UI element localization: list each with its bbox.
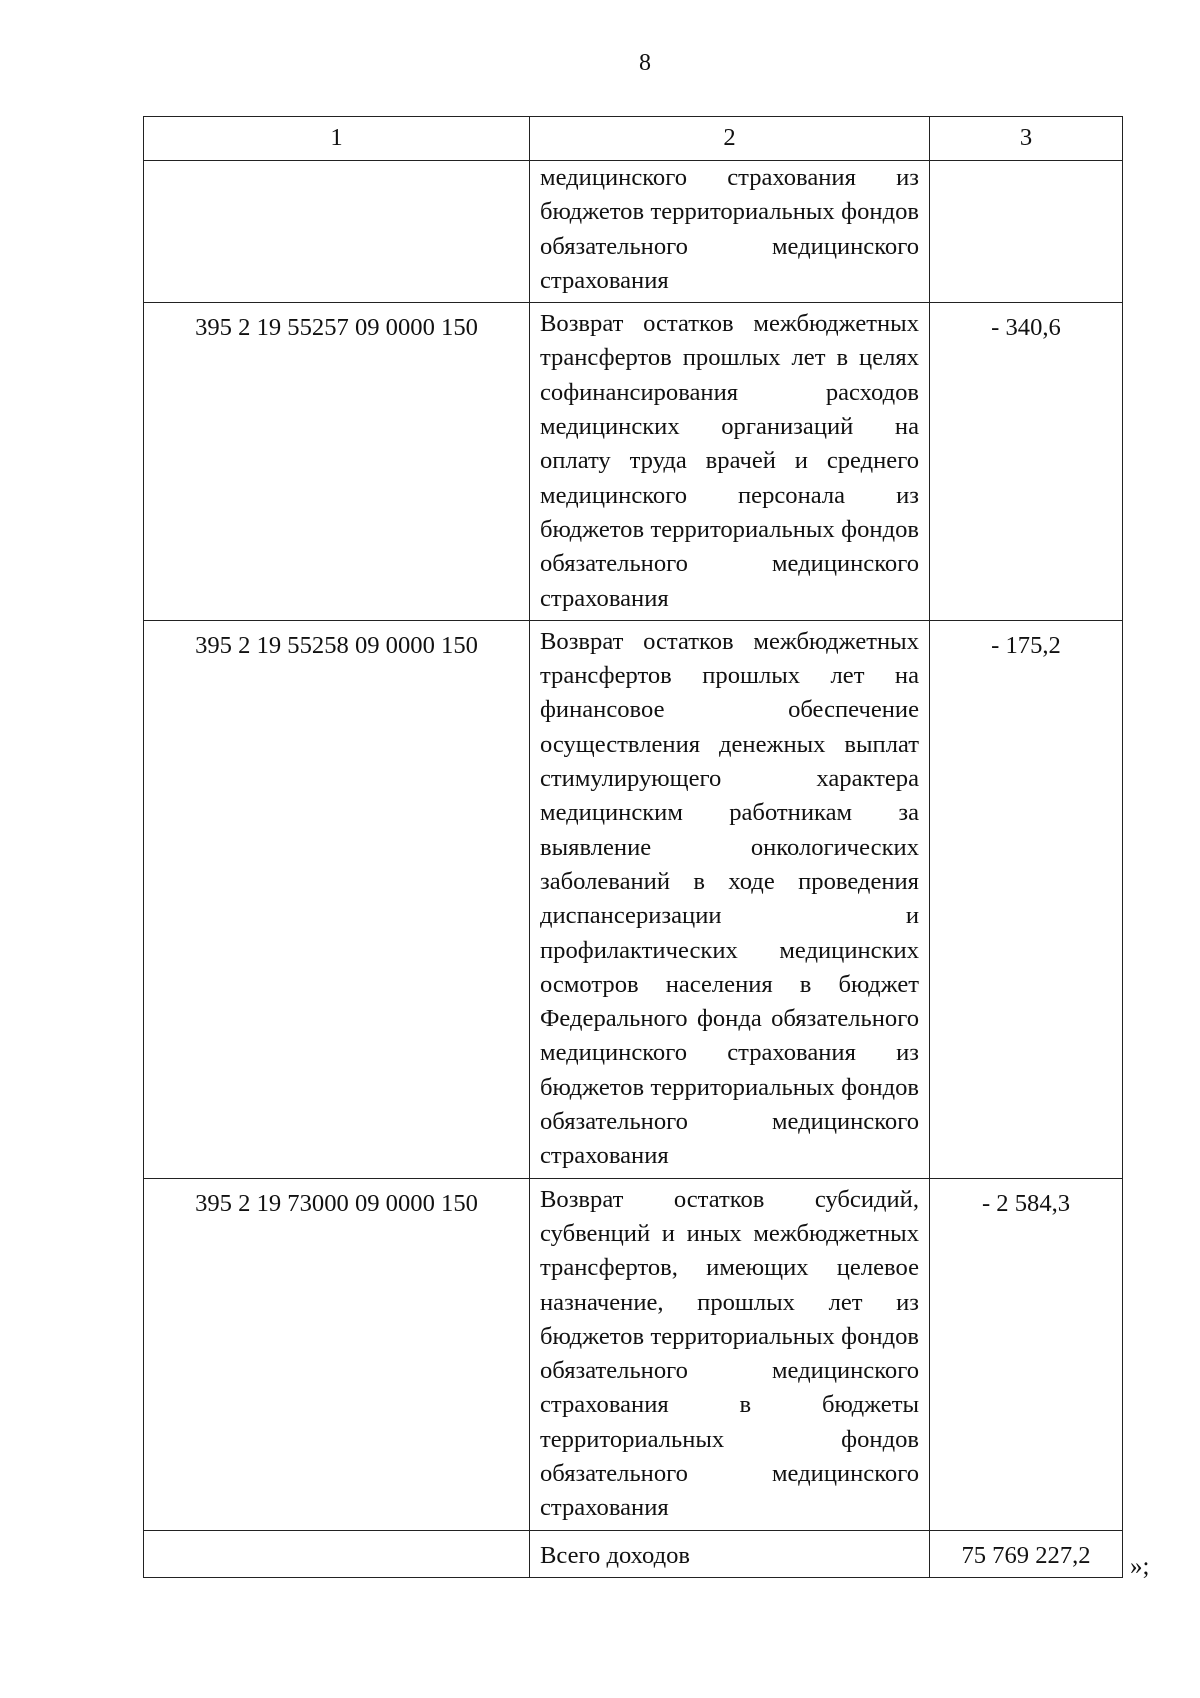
- row-description: Возврат остатков межбюджетных трансфертов прошлых лет на финансовое обеспечение осуществления денежных выплат стимулирующего характера медицинским работникам за выявление онкологических заболеваний в ходе проведения диспансеризации и профилактических медицинских осмотров населения в бюджет Федерального фонда обязательного медицинского страхования из бюджетов территориальных фондов обязательного медицинского страхования: [530, 620, 930, 1178]
- table-header-row: [144, 117, 1123, 161]
- table-row: [144, 303, 1123, 621]
- budget-income-table: [143, 116, 1123, 1578]
- row-code: [144, 161, 530, 303]
- row-amount: [930, 161, 1123, 303]
- row-amount: - 175,2: [930, 620, 1123, 1178]
- row-description: медицинского страхования из бюджетов территориальных фондов обязательного медицинского страхования: [530, 161, 930, 303]
- row-description: Возврат остатков субсидий, субвенций и иных межбюджетных трансфертов, имеющих целевое назначение, прошлых лет из бюджетов территориальных фондов обязательного медицинского страхования в бюджеты территориальных фондов обязательного медицинского страхования: [530, 1178, 930, 1530]
- total-empty-cell: [144, 1530, 530, 1577]
- closing-quote-mark: »;: [1130, 1553, 1150, 1580]
- table-row: [144, 161, 1123, 303]
- table-total-row: [144, 1530, 1123, 1577]
- row-code: 395 2 19 55258 09 0000 150: [144, 620, 530, 1178]
- table-row: [144, 620, 1123, 1178]
- row-code: 395 2 19 55257 09 0000 150: [144, 303, 530, 621]
- table-row: [144, 1178, 1123, 1530]
- page-number: 8: [639, 50, 651, 76]
- total-amount: 75 769 227,2: [930, 1530, 1123, 1577]
- row-code: 395 2 19 73000 09 0000 150: [144, 1178, 530, 1530]
- row-description: Возврат остатков межбюджетных трансфертов прошлых лет в целях софинансирования расходов медицинских организаций на оплату труда врачей и среднего медицинского персонала из бюджетов территориальных фондов обязательного медицинского страхования: [530, 303, 930, 621]
- column-header-1: 1: [144, 117, 530, 161]
- row-amount: - 340,6: [930, 303, 1123, 621]
- column-header-3: 3: [930, 117, 1123, 161]
- row-amount: - 2 584,3: [930, 1178, 1123, 1530]
- column-header-2: 2: [530, 117, 930, 161]
- total-label: Всего доходов: [530, 1530, 930, 1577]
